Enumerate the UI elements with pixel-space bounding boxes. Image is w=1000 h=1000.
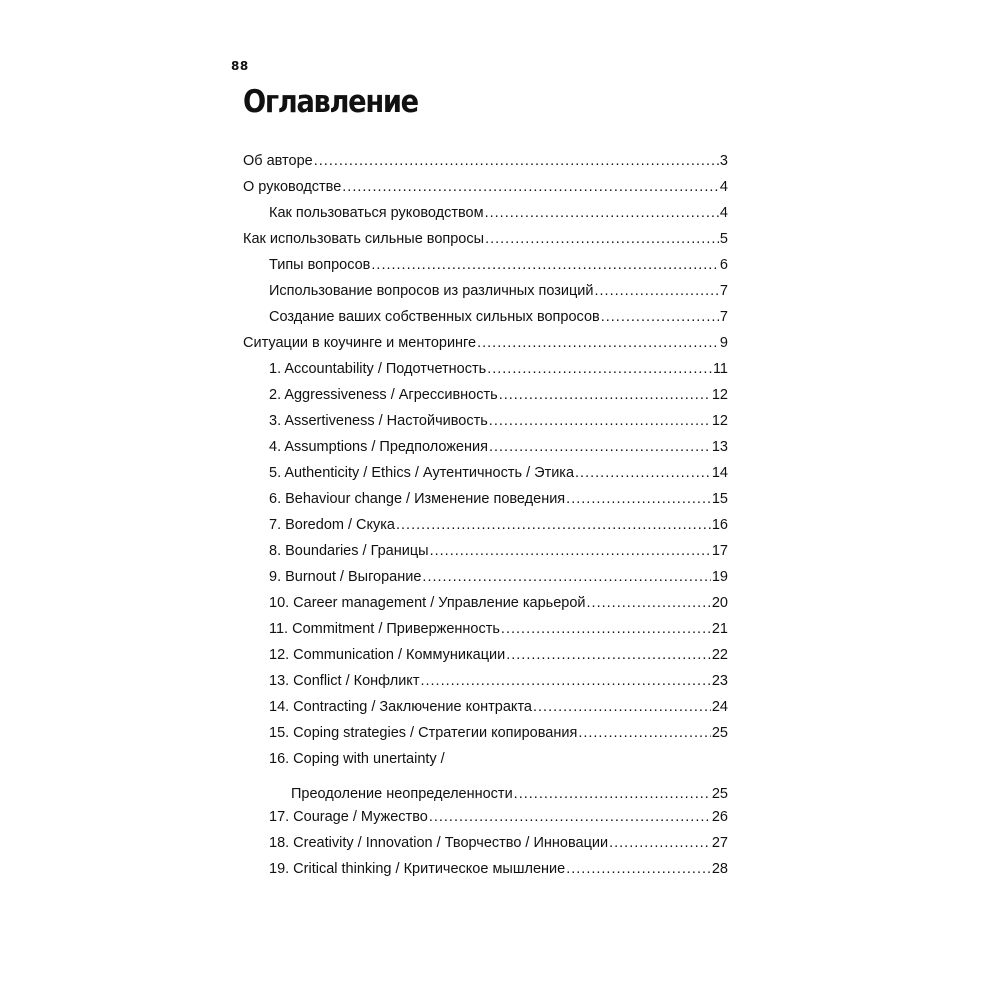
toc-entry[interactable] bbox=[243, 692, 728, 718]
toc-dot-leader bbox=[575, 465, 711, 481]
toc-entry-title: 14. Contracting / Заключение контракта bbox=[269, 699, 532, 715]
toc-entry[interactable] bbox=[243, 536, 728, 562]
toc-entry[interactable] bbox=[243, 198, 728, 224]
toc-entry-title: Типы вопросов bbox=[269, 257, 371, 273]
toc-entry-page: 25 bbox=[711, 725, 728, 741]
toc-entry-page: 12 bbox=[711, 413, 728, 429]
toc-entry[interactable] bbox=[243, 614, 728, 640]
toc-entry[interactable] bbox=[243, 328, 728, 354]
toc-entry-page: 7 bbox=[719, 283, 728, 299]
toc-entry-title: Как использовать сильные вопросы bbox=[243, 231, 485, 247]
toc-entry-title: 19. Critical thinking / Критическое мышление bbox=[269, 861, 566, 877]
toc-entry-title: О руководстве bbox=[243, 179, 342, 195]
toc-dot-leader bbox=[420, 673, 710, 689]
toc-entry-page: 3 bbox=[719, 153, 728, 169]
toc-entry[interactable] bbox=[243, 640, 728, 666]
toc-entry[interactable] bbox=[243, 562, 728, 588]
toc-entry[interactable] bbox=[243, 458, 728, 484]
toc-entry[interactable] bbox=[243, 406, 728, 432]
toc-entry[interactable] bbox=[243, 828, 728, 854]
toc-dot-leader bbox=[430, 543, 711, 559]
toc-entry-title: 11. Commitment / Приверженность bbox=[269, 621, 500, 637]
toc-dot-leader bbox=[342, 179, 719, 195]
toc-entry-page: 27 bbox=[711, 835, 728, 851]
toc-entry[interactable] bbox=[243, 854, 728, 880]
toc-dot-leader bbox=[485, 205, 719, 221]
toc-dot-leader bbox=[499, 387, 711, 403]
toc-entry-page: 17 bbox=[711, 543, 728, 559]
toc-dot-leader bbox=[566, 861, 711, 877]
toc-entry[interactable] bbox=[243, 744, 728, 770]
toc-entry-title: Об авторе bbox=[243, 153, 313, 169]
toc-dot-leader bbox=[506, 647, 711, 663]
toc-entry-title: 17. Courage / Мужество bbox=[269, 809, 428, 825]
toc-entry-title: 8. Boundaries / Границы bbox=[269, 543, 429, 559]
toc-entry-title: 4. Assumptions / Предположения bbox=[269, 439, 488, 455]
page-number: 88 bbox=[231, 59, 249, 73]
toc-dot-leader bbox=[487, 361, 712, 377]
toc-dot-leader bbox=[566, 491, 711, 507]
toc-entry[interactable] bbox=[243, 380, 728, 406]
toc-entry-page: 24 bbox=[711, 699, 728, 715]
toc-entry-page: 14 bbox=[711, 465, 728, 481]
toc-entry-page: 28 bbox=[711, 861, 728, 877]
toc-entry[interactable] bbox=[243, 146, 728, 172]
toc-dot-leader bbox=[601, 309, 719, 325]
toc-entry-title: Ситуации в коучинге и менторинге bbox=[243, 335, 477, 351]
toc-entry-continuation[interactable] bbox=[243, 770, 728, 802]
toc-entry-page: 11 bbox=[712, 361, 728, 377]
toc-entry-title: 12. Communication / Коммуникации bbox=[269, 647, 506, 663]
toc-entry-page: 16 bbox=[711, 517, 728, 533]
toc-entry-page: 4 bbox=[719, 205, 728, 221]
toc-entry[interactable] bbox=[243, 250, 728, 276]
toc-entry-page: 20 bbox=[711, 595, 728, 611]
toc-entry-title: 15. Coping strategies / Стратегии копирования bbox=[269, 725, 578, 741]
toc-dot-leader bbox=[578, 725, 711, 741]
toc-dot-leader bbox=[489, 413, 711, 429]
toc-entry-title: 1. Accountability / Подотчетность bbox=[269, 361, 487, 377]
toc-entry-title: 16. Coping with unertainty / bbox=[269, 751, 445, 767]
toc-entry-title: 3. Assertiveness / Настойчивость bbox=[269, 413, 488, 429]
toc-entry-title: 2. Aggressiveness / Агрессивность bbox=[269, 387, 498, 403]
toc-entry[interactable] bbox=[243, 510, 728, 536]
toc-entry-title: Использование вопросов из различных позиций bbox=[269, 283, 594, 299]
toc-entry-page: 5 bbox=[719, 231, 728, 247]
toc-entry-page: 26 bbox=[711, 809, 728, 825]
toc-dot-leader bbox=[595, 283, 719, 299]
toc-entry-page: 15 bbox=[711, 491, 728, 507]
toc-entry[interactable] bbox=[243, 172, 728, 198]
toc-entry[interactable] bbox=[243, 432, 728, 458]
toc-entry[interactable] bbox=[243, 276, 728, 302]
toc-entry-page: 19 bbox=[711, 569, 728, 585]
toc-entry-page: 9 bbox=[719, 335, 728, 351]
page-title: Оглавление bbox=[243, 84, 418, 120]
toc-entry[interactable] bbox=[243, 354, 728, 380]
toc-entry-title: 6. Behaviour change / Изменение поведения bbox=[269, 491, 566, 507]
toc-entry-page: 6 bbox=[719, 257, 728, 273]
table-of-contents bbox=[243, 146, 728, 880]
toc-entry[interactable] bbox=[243, 718, 728, 744]
toc-dot-leader bbox=[587, 595, 711, 611]
toc-dot-leader bbox=[514, 786, 711, 802]
toc-entry-page: 21 bbox=[711, 621, 728, 637]
toc-dot-leader bbox=[314, 153, 719, 169]
toc-dot-leader bbox=[485, 231, 719, 247]
toc-entry-title: Создание ваших собственных сильных вопросов bbox=[269, 309, 600, 325]
toc-entry-title: 18. Creativity / Innovation / Творчество / Инновации bbox=[269, 835, 609, 851]
toc-dot-leader bbox=[609, 835, 711, 851]
toc-entry-page: 7 bbox=[719, 309, 728, 325]
toc-entry-page: 22 bbox=[711, 647, 728, 663]
toc-dot-leader bbox=[422, 569, 710, 585]
toc-entry-title: Как пользоваться руководством bbox=[269, 205, 484, 221]
toc-entry[interactable] bbox=[243, 302, 728, 328]
toc-entry[interactable] bbox=[243, 484, 728, 510]
toc-entry-page: 23 bbox=[711, 673, 728, 689]
toc-dot-leader bbox=[477, 335, 719, 351]
toc-entry[interactable] bbox=[243, 802, 728, 828]
toc-entry-page: 25 bbox=[711, 786, 728, 802]
toc-dot-leader bbox=[533, 699, 711, 715]
toc-entry[interactable] bbox=[243, 588, 728, 614]
toc-dot-leader bbox=[501, 621, 711, 637]
toc-entry-page: 4 bbox=[719, 179, 728, 195]
toc-dot-leader bbox=[429, 809, 711, 825]
toc-entry-page: 13 bbox=[711, 439, 728, 455]
toc-dot-leader bbox=[396, 517, 711, 533]
toc-entry-title: 7. Boredom / Скука bbox=[269, 517, 395, 533]
toc-dot-leader bbox=[371, 257, 719, 273]
toc-entry-title: 10. Career management / Управление карьерой bbox=[269, 595, 586, 611]
toc-dot-leader bbox=[489, 439, 711, 455]
toc-entry-title: 5. Authenticity / Ethics / Аутентичность / Этика bbox=[269, 465, 575, 481]
toc-entry-page: 12 bbox=[711, 387, 728, 403]
toc-entry[interactable] bbox=[243, 666, 728, 692]
toc-entry-title: 9. Burnout / Выгорание bbox=[269, 569, 422, 585]
toc-entry-title: Преодоление неопределенности bbox=[291, 786, 513, 802]
toc-entry-title: 13. Conflict / Конфликт bbox=[269, 673, 420, 689]
toc-entry[interactable] bbox=[243, 224, 728, 250]
